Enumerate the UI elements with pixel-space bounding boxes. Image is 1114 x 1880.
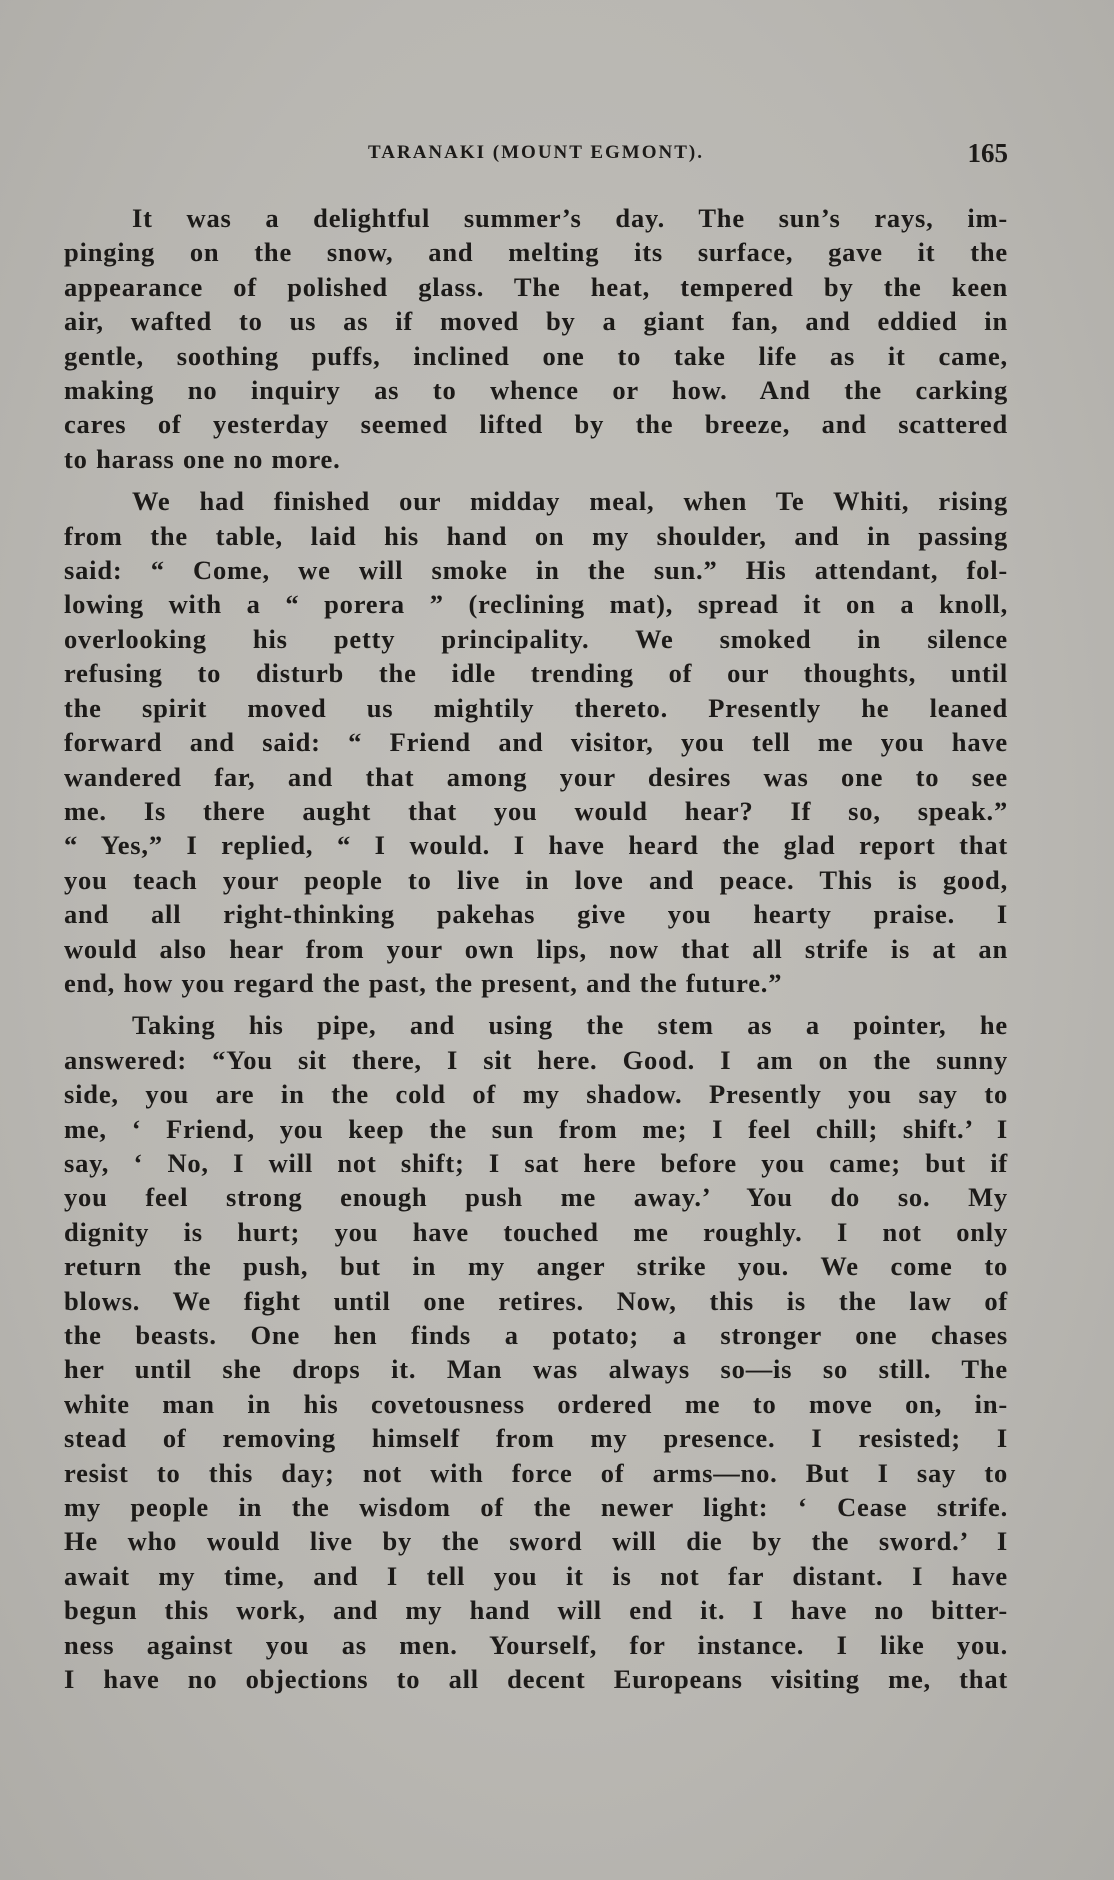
text-line: from the table, laid his hand on my shoulder, and in passing [64,520,1008,551]
paragraph [64,1008,1008,1696]
text-line: the spirit moved us mightily thereto. Presently he leaned [64,692,1008,723]
text-line: you teach your people to live in love and peace. This is good, [64,864,1008,895]
text-line: answered: “You sit there, I sit here. Good. I am on the sunny [64,1044,1008,1075]
text-line: ness against you as men. Yourself, for instance. I like you. [64,1629,1008,1660]
text-line: blows. We fight until one retires. Now, this is the law of [64,1285,1008,1316]
text-line: making no inquiry as to whence or how. And the carking [64,375,1008,406]
text-line: gentle, soothing puffs, inclined one to take life as it came, [64,340,1008,371]
text-line: would also hear from your own lips, now that all strife is at an [64,933,1008,964]
text-line: end, how you regard the past, the present, and the future.” [64,967,783,998]
text-line: and all right-thinking pakehas give you hearty praise. I [64,899,1008,930]
text-line: the beasts. One hen finds a potato; a stronger one chases [64,1320,1008,1350]
text-line: Taking his pipe, and using the stem as a pointer, he [132,1010,1008,1041]
text-line: to harass one no more. [64,443,341,474]
text-line: wandered far, and that among your desires was one to see [64,761,1008,792]
text-line: dignity is hurt; you have touched me roughly. I not only [64,1216,1008,1247]
text-line: pinging on the snow, and melting its surface, gave it the [64,237,1008,268]
text-line: lowing with a “ porera ” (reclining mat), spread it on a knoll, [64,589,1008,620]
text-line: await my time, and I tell you it is not far distant. I have [64,1560,1008,1591]
text-line: said: “ Come, we will smoke in the sun.” His attendant, fol- [64,555,1008,586]
text-line: forward and said: “ Friend and visitor, you tell me you have [64,727,1008,758]
text-line: cares of yesterday seemed lifted by the breeze, and scattered [64,409,1008,440]
text-line: It was a delightful summer’s day. The sun’s rays, im- [132,203,1008,233]
running-head-title: TARANAKI (MOUNT EGMONT). [368,142,704,163]
body-text [64,201,1008,1704]
text-line: you feel strong enough push me away.’ You do so. My [64,1182,1008,1213]
text-line: white man in his covetousness ordered me to move on, in- [64,1388,1008,1419]
text-line: her until she drops it. Man was always so—is so still. The [64,1354,1008,1385]
text-line: my people in the wisdom of the newer light: ‘ Cease strife. [64,1492,1008,1523]
paragraph [64,201,1008,476]
text-line: side, you are in the cold of my shadow. Presently you say to [64,1079,1008,1110]
text-line: air, wafted to us as if moved by a giant fan, and eddied in [64,306,1008,337]
text-line: “ Yes,” I replied, “ I would. I have heard the glad report that [64,830,1008,861]
text-line: return the push, but in my anger strike you. We come to [64,1251,1008,1282]
text-line: me, ‘ Friend, you keep the sun from me; I feel chill; shift.’ I [64,1113,1008,1144]
text-line: refusing to disturb the idle trending of our thoughts, until [64,658,1008,689]
text-line: appearance of polished glass. The heat, tempered by the keen [64,271,1008,302]
paragraph [64,484,1008,1000]
page-number: 165 [967,138,1008,168]
text-line: me. Is there aught that you would hear? If so, speak.” [64,795,1008,826]
text-line: say, ‘ No, I will not shift; I sat here before you came; but if [64,1147,1008,1178]
text-line: He who would live by the sword will die by the sword.’ I [64,1526,1008,1557]
text-line: I have no objections to all decent Europeans visiting me, that [64,1664,1008,1695]
text-line: We had finished our midday meal, when Te Whiti, rising [132,486,1008,517]
text-line: begun this work, and my hand will end it. I have no bitter- [64,1595,1008,1626]
text-line: overlooking his petty principality. We smoked in silence [64,623,1008,654]
running-head [64,138,1008,172]
text-line: resist to this day; not with force of arms—no. But I say to [64,1457,1008,1488]
text-line: stead of removing himself from my presence. I resisted; I [64,1423,1008,1454]
